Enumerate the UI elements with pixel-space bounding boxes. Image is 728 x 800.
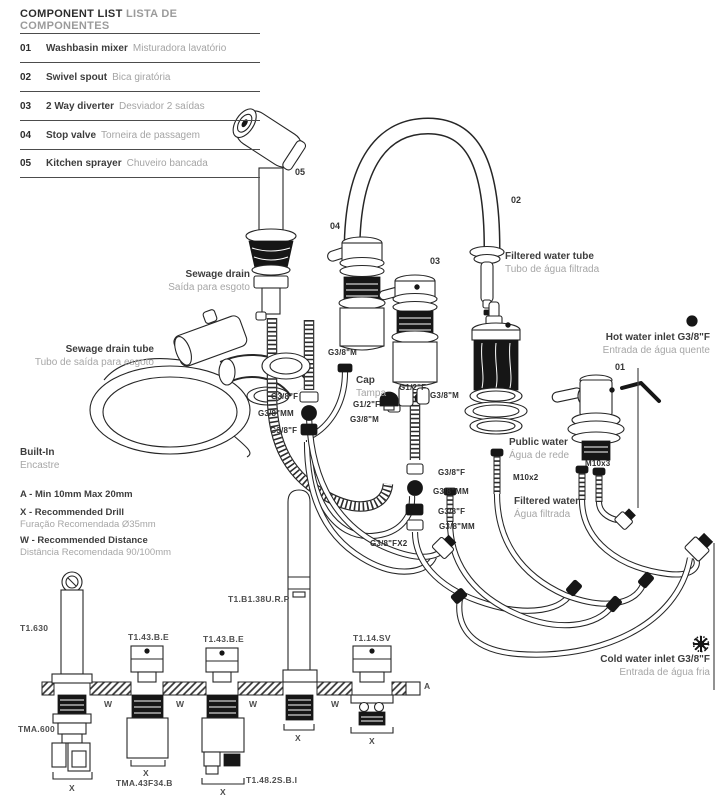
product-code: T1.43.B.E — [128, 632, 169, 642]
product-code: T1.43.B.E — [203, 634, 244, 644]
product-code: T1.48.2S.B.I — [246, 775, 298, 785]
thread-label: G3/8"FX2 — [370, 539, 408, 548]
unit-valve-left — [127, 646, 168, 766]
product-code: TMA.600 — [18, 724, 56, 734]
dim-a: A — [424, 681, 431, 691]
component-num: 02 — [20, 71, 32, 83]
component-name-pt: Torneira de passagem — [101, 129, 200, 141]
thread-label: G1/2"F — [399, 383, 427, 392]
component-row-01 — [20, 33, 260, 62]
component-row-05 — [20, 149, 260, 178]
thread-label: M10x3 — [585, 459, 611, 468]
unit-spout-column — [283, 490, 317, 730]
label-filtered-water-tube: Filtered water tube Tubo de água filtrada — [505, 251, 600, 275]
component-name-en: Kitchen sprayer — [46, 158, 122, 169]
dim-x: X — [295, 733, 301, 743]
callout-04: 04 — [330, 221, 341, 231]
snowflake-icon — [693, 636, 709, 652]
component-name-pt: Desviador 2 saídas — [119, 100, 205, 112]
label-cold-water-inlet: Cold water inlet G3/8"F Entrada de água fria — [600, 654, 710, 678]
label-public-water: Public water Água de rede — [509, 437, 570, 461]
thread-label: G3/8"F — [438, 507, 466, 516]
label-built-in: Built-In Encastre — [20, 447, 60, 471]
countertop-section — [42, 682, 420, 695]
thread-label: G3/8"MM — [439, 522, 475, 531]
callout-05: 05 — [295, 167, 306, 177]
component-name-pt: Chuveiro bancada — [126, 158, 208, 169]
thread-label: G3/8"MM — [433, 487, 469, 496]
component-name-en: Washbasin mixer — [46, 42, 128, 54]
component-list — [20, 8, 260, 178]
product-code: T1.14.SV — [353, 633, 391, 643]
thread-label: G3/8"F — [271, 392, 299, 401]
callout-03: 03 — [430, 256, 441, 266]
thread-label: G3/8"M — [350, 415, 380, 424]
component-num: 04 — [20, 129, 32, 141]
thread-label: G3/8"MM — [258, 409, 294, 418]
component-list-title-en: COMPONENT LIST — [20, 8, 123, 20]
component-num: 01 — [20, 42, 32, 54]
component-num: 05 — [20, 158, 32, 169]
note-a: A - Min 10mm Max 20mm — [20, 489, 133, 500]
thread-label: M10x2 — [513, 473, 539, 482]
dim-w: W — [104, 699, 113, 709]
component-list-title — [20, 8, 260, 33]
product-code: T1.B1.38U.R.P — [228, 594, 290, 604]
unit-sprayer-shank — [52, 572, 92, 779]
dim-x: X — [143, 768, 149, 778]
note-w: W - Recommended Distance Distância Recomendada 90/100mm — [20, 535, 172, 558]
component-row-03 — [20, 91, 260, 120]
thread-label: G3/8"F — [270, 426, 298, 435]
dim-x: X — [369, 736, 375, 746]
component-name-pt: Bica giratória — [112, 71, 171, 83]
unit-stopvalve-shank — [351, 646, 393, 733]
a-gap-marker — [406, 682, 420, 695]
callout-02: 02 — [511, 195, 522, 205]
allen-key-drawing — [622, 383, 659, 401]
stop-valve-drawing — [326, 237, 385, 350]
component-name-pt: Misturadora lavatório — [132, 42, 227, 54]
dim-w: W — [331, 699, 340, 709]
dim-x: X — [220, 787, 226, 797]
component-row-02 — [20, 62, 260, 91]
thread-label: G1/2"F — [353, 400, 381, 409]
label-filtered-water: Filtered water Água filtrada — [514, 496, 580, 520]
thread-label: G3/8"M — [328, 348, 358, 357]
label-cap: Cap Tampa — [356, 375, 387, 399]
label-sewage-drain-tube: Sewage drain tube Tubo de saída para esgoto — [34, 344, 154, 368]
callout-01: 01 — [615, 362, 626, 372]
thread-label: G3/8"F — [438, 468, 466, 477]
note-x: X - Recommended Drill Furação Recomendada Ø35mm — [20, 507, 156, 530]
component-name-en: Stop valve — [46, 129, 97, 141]
product-code: T1.630 — [20, 623, 49, 633]
product-code: TMA.43F34.B — [116, 778, 173, 788]
dim-x: X — [69, 783, 75, 793]
component-name-en: Swivel spout — [46, 71, 108, 83]
component-row-04 — [20, 120, 260, 149]
component-name-en: 2 Way diverter — [46, 100, 114, 112]
ring-nut-drawing — [262, 353, 310, 379]
unit-diverter-shank — [202, 648, 244, 784]
label-sewage-drain: Sewage drain Saída para esgoto — [168, 269, 250, 293]
thread-label: G3/8"M — [430, 391, 460, 400]
dim-w: W — [249, 699, 258, 709]
label-hot-water-inlet: Hot water inlet G3/8"F Entrada de água quente — [602, 332, 710, 356]
component-num: 03 — [20, 100, 32, 112]
water-filter-drawing — [465, 302, 527, 434]
dim-w: W — [176, 699, 185, 709]
component-list-title-pt: LISTA DE COMPONENTES — [20, 8, 178, 32]
